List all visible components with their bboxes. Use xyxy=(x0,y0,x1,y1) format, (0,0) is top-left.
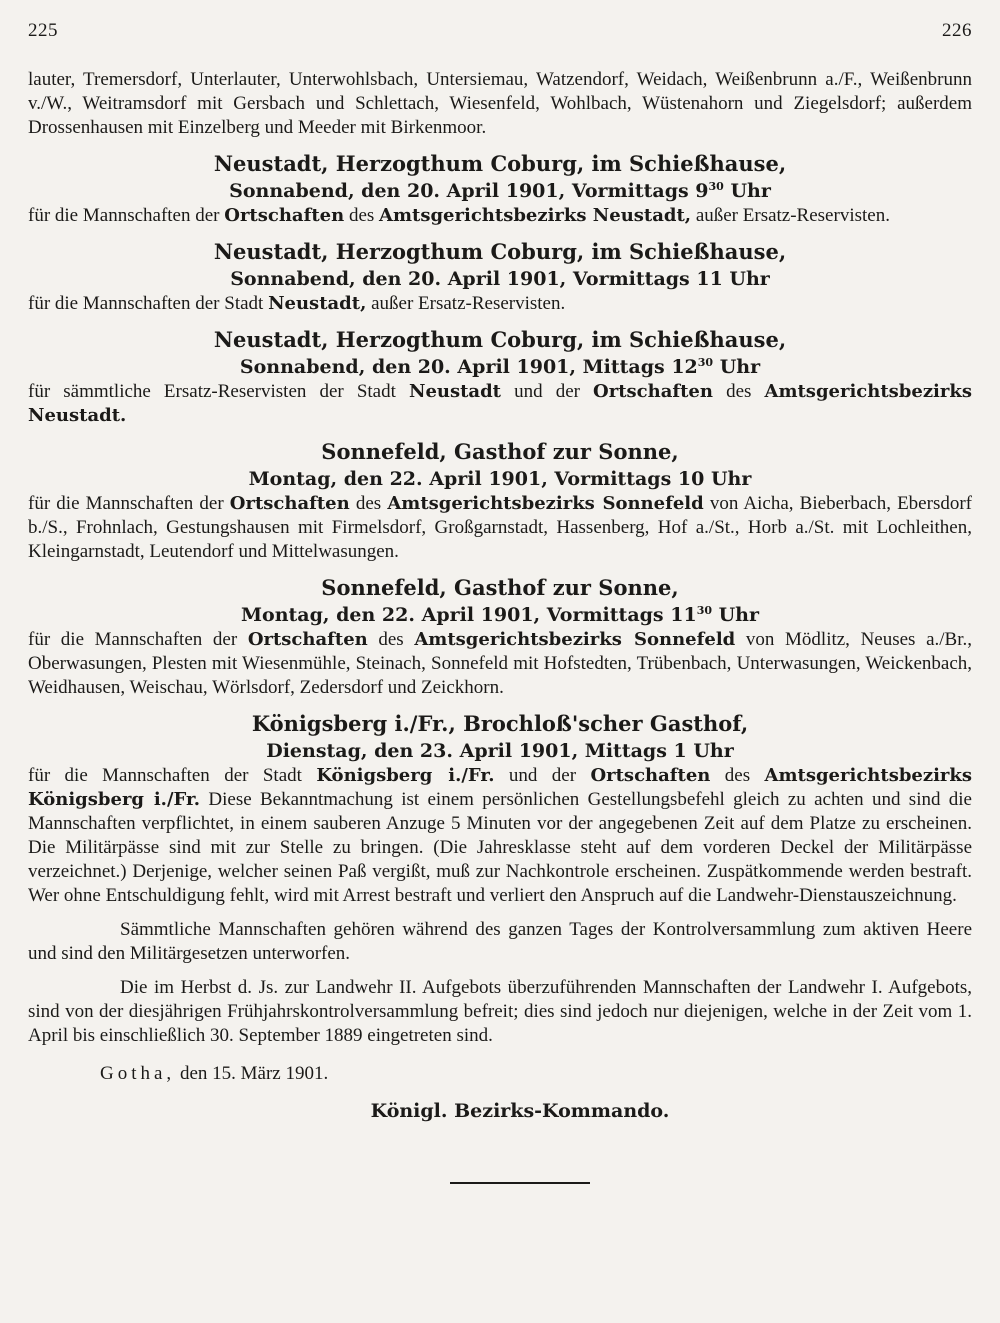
date-text: Montag, den 22. April 1901, Vormittags 11 xyxy=(240,604,697,626)
text-part: Diese Bekanntmachung ist einem persönlichen Gestellungsbefehl gleich zu achten und sind die Mannschaften verpflichtet, in einem sauberen Anzuge 5 Minuten vor der angegebenen Zeit auf dem Platze zu erscheinen. Die Militärpässe sind mit zur Stelle zu bringen. (Die Jahresklasse steht auf dem vorderen Deckel der Militärpässe verzeichnet.) Derjenige, welcher seinen Paß vergißt, muß zur Nachkontrole erscheinen. Zuspätkommende werden bestraft. Wer ohne Entschuldigung fehlt, wird mit Arrest bestraft und verliert den Anspruch auf die Landwehr-Dienstauszeichnung. xyxy=(28,789,972,906)
announcement-section xyxy=(28,710,972,908)
text-part: für die Mannschaften der xyxy=(28,629,248,650)
text-part: und der xyxy=(494,765,591,786)
time-superscript: 30 xyxy=(708,180,724,193)
closing-date-line xyxy=(100,1062,972,1086)
section-date: Sonnabend, den 20. April 1901, Vormittags 11 Uhr xyxy=(230,268,770,290)
section-date xyxy=(28,354,972,380)
announcement-section xyxy=(28,326,972,428)
closing-place: Gotha, xyxy=(100,1063,176,1084)
text-part: des xyxy=(710,765,765,786)
section-text xyxy=(28,628,972,700)
section-heading: Sonnefeld, Gasthof zur Sonne, xyxy=(321,575,679,600)
section-date xyxy=(28,602,972,628)
bold-term: Amtsgerichtsbezirks Sonnefeld xyxy=(414,629,736,650)
date-text: Sonnabend, den 20. April 1901, Vormittags 9 xyxy=(229,180,709,202)
closing-date: den 15. März 1901. xyxy=(175,1063,329,1084)
text-part: für die Mannschaften der Stadt xyxy=(28,293,269,314)
bold-term: Ortschaften xyxy=(229,493,350,514)
announcement-section xyxy=(28,238,972,316)
landwehr-paragraph: Die im Herbst d. Js. zur Landwehr II. Aufgebots überzuführenden Mannschaften der Landwehr I. Aufgebots, sind von der diesjährigen Frühjahrskontrolversammlung befreit; dies sind jedoch nur diejenigen, welche in der Zeit vom 1. April bis einschließlich 30. September 1889 eingetreten sind. xyxy=(28,977,972,1046)
section-heading: Neustadt, Herzogthum Coburg, im Schießhause, xyxy=(213,239,787,264)
bold-term: Neustadt, xyxy=(268,293,367,314)
announcement-section xyxy=(28,438,972,564)
reserve-paragraph: Sämmtliche Mannschaften gehören während des ganzen Tages der Kontrolversammlung zum aktiven Heere und sind den Militärgesetzen unterworfen. xyxy=(28,919,972,964)
section-date xyxy=(28,178,972,204)
text-part: des xyxy=(349,493,388,514)
section-heading: Königsberg i./Fr., Brochloß'scher Gasthof, xyxy=(251,711,749,736)
bold-term: Amtsgerichtsbezirks Neustadt. xyxy=(28,381,972,426)
time-superscript: 30 xyxy=(697,356,714,369)
text-part: für die Mannschaften der xyxy=(28,493,230,514)
bold-term: Ortschaften xyxy=(224,205,345,226)
section-text xyxy=(28,204,972,228)
closing-rule xyxy=(450,1182,590,1184)
section-text xyxy=(28,380,972,428)
text-part: von Mödlitz, Neuses a./Br., Oberwasungen, Plesten mit Wiesenmühle, Steinach, Sonnefeld mit Hofstedten, Trübenbach, Unterwasungen, Weickenbach, Weidhausen, Weischau, Wörlsdorf, Zedersdorf und Zeickhorn. xyxy=(28,629,972,698)
text-part: von Aicha, Bieberbach, Ebersdorf b./S., Frohnlach, Gestungshausen mit Firmelsdorf, Großgarnstadt, Hassenberg, Hof a./St., Horb a./St. mit Lochleithen, Kleingarnstadt, Leutendorf und Mittelwasungen. xyxy=(28,493,972,562)
date-suffix: Uhr xyxy=(713,356,761,378)
text-part: des xyxy=(712,381,765,402)
date-suffix: Uhr xyxy=(712,604,760,626)
bold-term: Amtsgerichtsbezirks Sonnefeld xyxy=(387,493,704,514)
section-text xyxy=(28,492,972,564)
bold-term: Neustadt xyxy=(408,381,501,402)
text-part: außer Ersatz-Reservisten. xyxy=(366,293,566,314)
intro-paragraph: lauter, Tremersdorf, Unterlauter, Unterwohlsbach, Untersiemau, Watzendorf, Weidach, Weißenbrunn a./F., Weißenbrunn v./W., Weitramsdorf mit Gersbach und Schlettach, Wiesenfeld, Wohlbach, Wüstenahorn und Ziegelsdorf; außerdem Drossenhausen mit Einzelberg und Meeder mit Birkenmoor. xyxy=(28,69,972,138)
bold-term: Ortschaften xyxy=(593,381,713,402)
page-number-left: 225 xyxy=(28,20,58,41)
section-heading: Neustadt, Herzogthum Coburg, im Schießhause, xyxy=(213,327,787,352)
section-heading: Neustadt, Herzogthum Coburg, im Schießhause, xyxy=(213,151,787,176)
section-date: Dienstag, den 23. April 1901, Mittags 1 Uhr xyxy=(266,740,734,762)
page-number-right: 226 xyxy=(942,20,972,41)
section-date: Montag, den 22. April 1901, Vormittags 10 Uhr xyxy=(248,468,752,490)
text-part: für sämmtliche Ersatz-Reservisten der Stadt xyxy=(28,381,409,402)
text-part: für die Mannschaften der xyxy=(28,205,225,226)
document-body xyxy=(28,68,972,1184)
text-part: des xyxy=(367,629,415,650)
section-text xyxy=(28,292,972,316)
time-superscript: 30 xyxy=(696,604,712,617)
date-suffix: Uhr xyxy=(723,180,771,202)
announcement-section xyxy=(28,574,972,700)
bold-term: Ortschaften xyxy=(590,765,711,786)
announcement-section xyxy=(28,150,972,228)
bold-term: Ortschaften xyxy=(247,629,368,650)
text-part: für die Mannschaften der Stadt xyxy=(28,765,317,786)
bold-term: Amtsgerichtsbezirks Neustadt, xyxy=(379,205,692,226)
bold-term: Amtsgerichtsbezirks Königsberg i./Fr. xyxy=(28,765,973,810)
text-part: außer Ersatz-Reservisten. xyxy=(691,205,890,226)
text-part: und der xyxy=(501,381,594,402)
text-part: des xyxy=(344,205,380,226)
bold-term: Königsberg i./Fr. xyxy=(316,765,495,786)
section-heading: Sonnefeld, Gasthof zur Sonne, xyxy=(321,439,679,464)
signature: Königl. Bezirks-Kommando. xyxy=(370,1100,670,1122)
section-text xyxy=(28,764,972,908)
date-text: Sonnabend, den 20. April 1901, Mittags 12 xyxy=(239,356,698,378)
